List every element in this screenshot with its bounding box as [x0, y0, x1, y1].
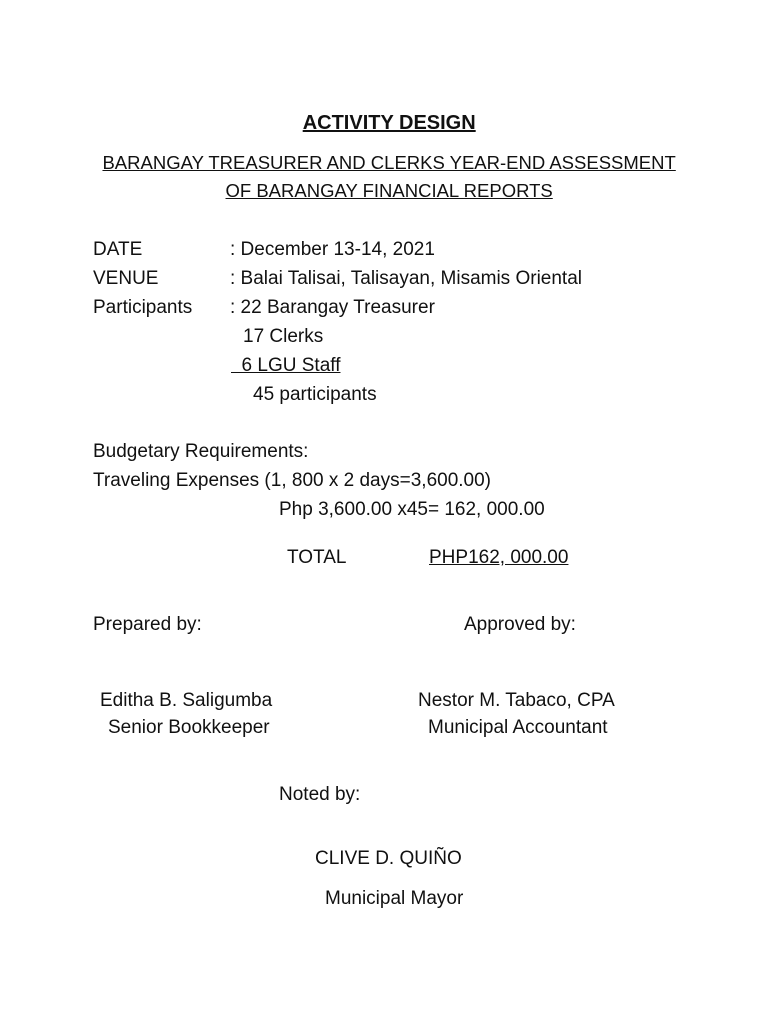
- participants-lgu-staff: 6 LGU Staff: [231, 355, 341, 376]
- participants-treasurers: : 22 Barangay Treasurer: [230, 297, 435, 318]
- participants-clerks: 17 Clerks: [243, 326, 324, 347]
- document-subtitle-line-2: OF BARANGAY FINANCIAL REPORTS: [225, 179, 553, 201]
- noted-by-label: Noted by:: [279, 784, 361, 805]
- noted-by-name: CLIVE D. QUIÑO: [315, 848, 462, 869]
- traveling-expenses: Traveling Expenses (1, 800 x 2 days=3,600.00): [93, 470, 492, 491]
- venue-value: : Balai Talisai, Talisayan, Misamis Oriental: [230, 268, 582, 289]
- budget-heading: Budgetary Requirements:: [93, 441, 309, 462]
- document-title: [0, 93, 768, 133]
- noted-by-title: Municipal Mayor: [325, 888, 464, 909]
- prepared-by-title: Senior Bookkeeper: [108, 717, 270, 738]
- document-title-text: ACTIVITY DESIGN: [302, 112, 476, 134]
- prepared-by-name: Editha B. Saligumba: [100, 690, 273, 711]
- prepared-by-label: Prepared by:: [93, 614, 202, 635]
- approved-by-label: Approved by:: [464, 614, 576, 635]
- total-value: PHP162, 000.00: [429, 547, 569, 568]
- approved-by-name: Nestor M. Tabaco, CPA: [418, 690, 615, 711]
- venue-label: VENUE: [93, 268, 159, 289]
- budget-computation: Php 3,600.00 x45= 162, 000.00: [279, 499, 545, 520]
- participants-total: 45 participants: [253, 384, 377, 405]
- approved-by-title: Municipal Accountant: [428, 717, 608, 738]
- document-subtitle-line-1: BARANGAY TREASURER AND CLERKS YEAR-END ASSESSMENT: [102, 151, 676, 173]
- date-value: : December 13-14, 2021: [230, 239, 435, 260]
- total-label: TOTAL: [287, 547, 347, 568]
- date-label: DATE: [93, 239, 143, 260]
- participants-label: Participants: [93, 297, 193, 318]
